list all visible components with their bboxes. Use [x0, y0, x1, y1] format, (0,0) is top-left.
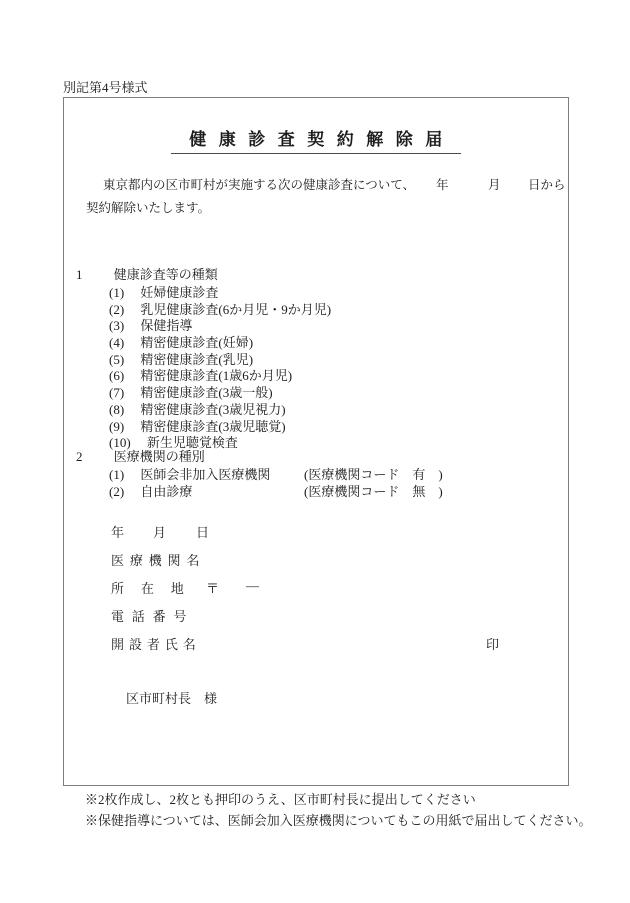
section1-heading: 健康診査等の種類 — [113, 267, 218, 282]
footer-note-2: ※保健指導については、医師会加入医療機関についてもこの用紙で届出してください。 — [85, 813, 592, 828]
intro-month-blank: 月 — [488, 178, 501, 192]
medical-code-note: (医療機関コード 無 ) — [304, 484, 443, 499]
phone-field-label: 電話番号 — [111, 609, 195, 624]
item-number: (6) — [109, 368, 125, 383]
title-row — [64, 125, 568, 154]
section2-heading: 医療機関の種別 — [113, 449, 205, 464]
item-number: (7) — [109, 385, 125, 400]
item-label: 精密健康診査(妊婦) — [140, 335, 254, 350]
list-item — [109, 481, 549, 500]
item-number: (1) — [109, 285, 125, 300]
item-number: (2) — [109, 302, 125, 317]
item-number: (5) — [109, 352, 125, 367]
item-label: 妊婦健康診査 — [140, 285, 219, 300]
item-label: 精密健康診査(3歳一般) — [140, 385, 273, 400]
item-label: 精密健康診査(3歳児聴覚) — [140, 419, 286, 434]
intro-year-blank: 年 — [436, 178, 449, 192]
postal-dash: ― — [246, 578, 259, 593]
section2-header — [76, 446, 205, 465]
intro-line-2: 契約解除いたします。 — [86, 201, 211, 215]
year-field-label: 年 — [111, 525, 125, 540]
item-number: (2) — [109, 484, 125, 499]
item-number: (9) — [109, 419, 125, 434]
item-label: 医師会非加入医療機関 — [140, 467, 271, 482]
intro-line-1 — [86, 175, 566, 193]
item-number: (4) — [109, 335, 125, 350]
addressee-line: 区市町村長 様 — [126, 691, 218, 706]
item-number: (10) — [109, 435, 131, 450]
intro-text: 東京都内の区市町村が実施する次の健康診査について、 — [103, 178, 416, 192]
item-number: (3) — [109, 318, 125, 333]
section2-number: 2 — [76, 449, 83, 464]
institution-name-field-label: 医療機関名 — [111, 553, 206, 568]
founder-field-row — [111, 634, 531, 653]
section1-header — [76, 264, 218, 283]
postal-mark: 〒 — [206, 581, 220, 596]
address-field-row — [111, 578, 411, 597]
form-number-label: 別記第4号様式 — [63, 80, 148, 95]
footer-note-1: ※2枚作成し、2枚とも押印のうえ、区市町村長に提出してください — [85, 792, 476, 807]
item-number: (1) — [109, 467, 125, 482]
item-label: 精密健康診査(1歳6か月児) — [140, 368, 293, 383]
founder-name-field-label: 開設者氏名 — [111, 637, 201, 652]
item-label: 新生児聴覚検査 — [146, 435, 238, 450]
day-field-label: 日 — [196, 525, 210, 540]
address-field-label: 所在地 — [111, 581, 201, 596]
item-label: 精密健康診査(乳児) — [140, 352, 254, 367]
item-label: 乳児健康診査(6か月児・9か月児) — [140, 302, 332, 317]
item-label: 自由診療 — [140, 484, 193, 499]
item-label: 保健指導 — [140, 318, 193, 333]
seal-mark: 印 — [486, 637, 500, 652]
month-field-label: 月 — [153, 525, 167, 540]
medical-code-note: (医療機関コード 有 ) — [304, 467, 443, 482]
item-label: 精密健康診査(3歳児視力) — [140, 402, 286, 417]
intro-day-from-blank: 日から — [528, 178, 566, 192]
form-title: 健康診査契約解除届 — [171, 125, 461, 154]
section1-number: 1 — [76, 267, 83, 282]
item-number: (8) — [109, 402, 125, 417]
form-border-box — [63, 97, 569, 786]
